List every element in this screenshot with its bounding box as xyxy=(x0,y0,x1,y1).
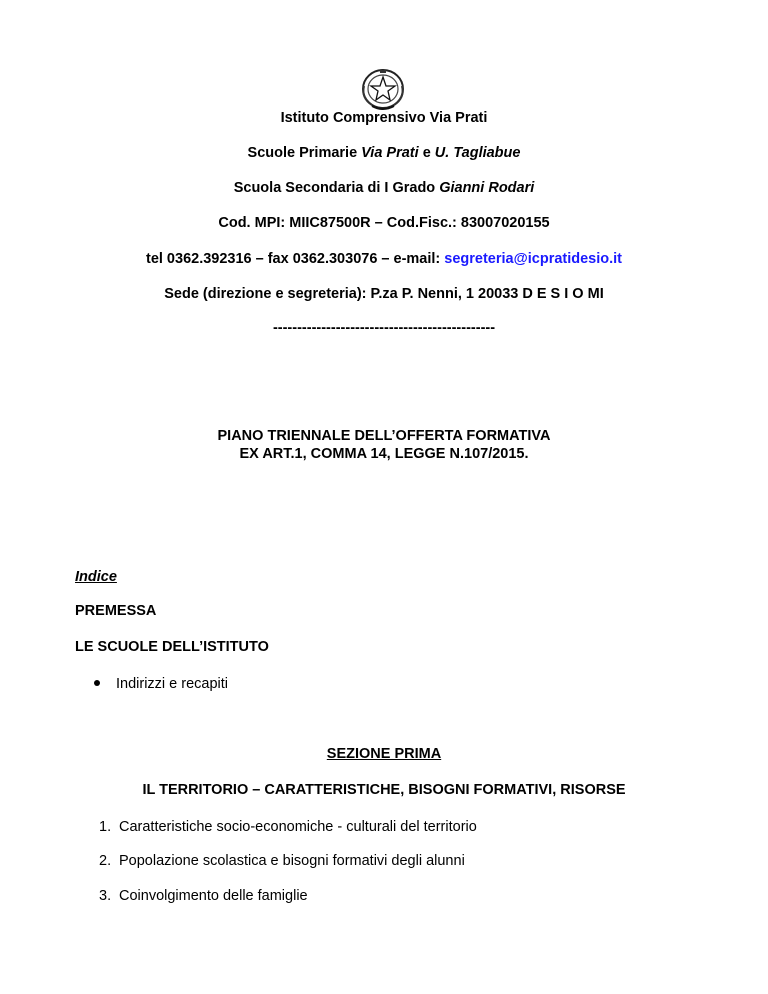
document-title-line-2: EX ART.1, COMMA 14, LEGGE N.107/2015. xyxy=(239,446,529,462)
document-title xyxy=(0,427,768,463)
list-item-number: 3. xyxy=(99,888,112,904)
list-item xyxy=(99,888,308,904)
list-item-text: Caratteristiche socio-economiche - culturali del territorio xyxy=(119,819,477,835)
secondary-school-line xyxy=(0,180,768,196)
email-link[interactable]: segreteria@icpratidesio.it xyxy=(444,251,623,267)
primary-school-2: U. Tagliabue xyxy=(434,145,521,161)
index-bullet-label: Indirizzi e recapiti xyxy=(116,676,229,692)
primary-school-1: Via Prati xyxy=(361,145,419,161)
list-item xyxy=(99,819,477,835)
list-item-number: 1. xyxy=(99,819,112,835)
italian-republic-emblem-icon xyxy=(358,68,408,112)
section-one-subheading: IL TERRITORIO – CARATTERISTICHE, BISOGNI FORMATIVI, RISORSE xyxy=(142,782,626,798)
index-item-scuole: LE SCUOLE DELL’ISTITUTO xyxy=(75,639,269,655)
index-item-premessa: PREMESSA xyxy=(75,603,157,619)
list-item xyxy=(99,853,465,869)
secondary-school-name: Gianni Rodari xyxy=(439,180,535,196)
contacts-prefix: tel 0362.392316 – fax 0362.303076 – e-mail: xyxy=(145,251,445,267)
codes-line: Cod. MPI: MIIC87500R – Cod.Fisc.: 83007020155 xyxy=(218,215,550,231)
institute-name: Istituto Comprensivo Via Prati xyxy=(280,110,488,126)
list-item-number: 2. xyxy=(99,853,112,869)
list-item-text: Popolazione scolastica e bisogni formativi degli alunni xyxy=(119,853,465,869)
contacts-line xyxy=(0,251,768,267)
list-item-text: Coinvolgimento delle famiglie xyxy=(119,888,308,904)
section-one-heading: SEZIONE PRIMA xyxy=(326,746,442,762)
separator-line: ---------------------------------------------- xyxy=(272,320,496,336)
primary-conj: e xyxy=(418,145,435,161)
document-title-line-1: PIANO TRIENNALE DELL’OFFERTA FORMATIVA xyxy=(217,428,551,444)
index-bullet-item xyxy=(94,676,228,692)
bullet-dot-icon xyxy=(94,680,100,686)
secondary-prefix: Scuola Secondaria di I Grado xyxy=(233,180,440,196)
address-line: Sede (direzione e segreteria): P.za P. Nenni, 1 20033 D E S I O MI xyxy=(164,286,604,302)
primary-schools-line xyxy=(0,145,768,161)
primary-prefix: Scuole Primarie xyxy=(247,145,362,161)
index-heading: Indice xyxy=(75,569,117,585)
